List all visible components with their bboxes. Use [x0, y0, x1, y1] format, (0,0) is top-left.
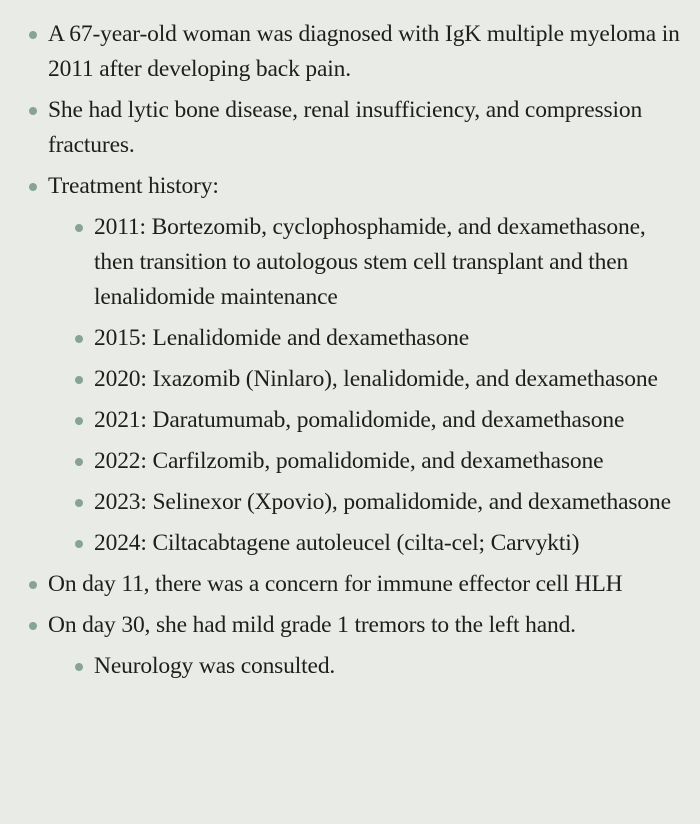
bullet-list: [29, 17, 688, 684]
sub-item-2024: [75, 526, 688, 561]
bullet-icon: [29, 183, 37, 191]
sub-item-neurology: [75, 649, 688, 684]
sub-item-2015: [75, 321, 688, 356]
sub-item-text: 2011: Bortezomib, cyclophosphamide, and dexamethasone, then transition to autologous stem cell transplant and then lenalidomide maintenance: [94, 214, 646, 310]
bullet-icon: [75, 499, 83, 507]
bullet-icon: [75, 540, 83, 548]
sub-item-text: 2023: Selinexor (Xpovio), pomalidomide, and dexamethasone: [94, 489, 671, 515]
treatment-sublist: [48, 210, 688, 561]
sub-item-text: Neurology was consulted.: [94, 653, 336, 679]
bullet-icon: [29, 31, 37, 39]
bullet-icon: [75, 663, 83, 671]
bullet-icon: [75, 224, 83, 232]
bullet-icon: [75, 335, 83, 343]
list-item-text: On day 11, there was a concern for immune effector cell HLH: [48, 571, 623, 597]
list-item-text: On day 30, she had mild grade 1 tremors to the left hand.: [48, 612, 576, 638]
list-item-text: She had lytic bone disease, renal insufficiency, and compression fractures.: [48, 97, 643, 158]
list-item-treatment-history: [29, 169, 688, 561]
bullet-icon: [75, 376, 83, 384]
sub-item-text: 2024: Ciltacabtagene autoleucel (cilta-cel; Carvykti): [94, 530, 580, 556]
bullet-icon: [29, 581, 37, 589]
bullet-icon: [29, 107, 37, 115]
list-item-day-11: [29, 567, 688, 602]
list-item-text: Treatment history:: [48, 173, 219, 199]
list-item-comorbidities: [29, 93, 688, 163]
sub-item-2020: [75, 362, 688, 397]
sub-item-2023: [75, 485, 688, 520]
sub-item-2011: [75, 210, 688, 315]
sub-item-text: 2021: Daratumumab, pomalidomide, and dexamethasone: [94, 407, 625, 433]
sub-item-text: 2022: Carfilzomib, pomalidomide, and dexamethasone: [94, 448, 604, 474]
day-30-sublist: [48, 649, 688, 684]
sub-item-2022: [75, 444, 688, 479]
sub-item-text: 2015: Lenalidomide and dexamethasone: [94, 325, 470, 351]
list-item-day-30: [29, 608, 688, 684]
sub-item-text: 2020: Ixazomib (Ninlaro), lenalidomide, and dexamethasone: [94, 366, 658, 392]
bullet-icon: [75, 458, 83, 466]
list-item-text: A 67-year-old woman was diagnosed with IgK multiple myeloma in 2011 after developing back pain.: [48, 21, 680, 82]
bullet-icon: [29, 622, 37, 630]
bullet-icon: [75, 417, 83, 425]
list-item-diagnosis: [29, 17, 688, 87]
sub-item-2021: [75, 403, 688, 438]
